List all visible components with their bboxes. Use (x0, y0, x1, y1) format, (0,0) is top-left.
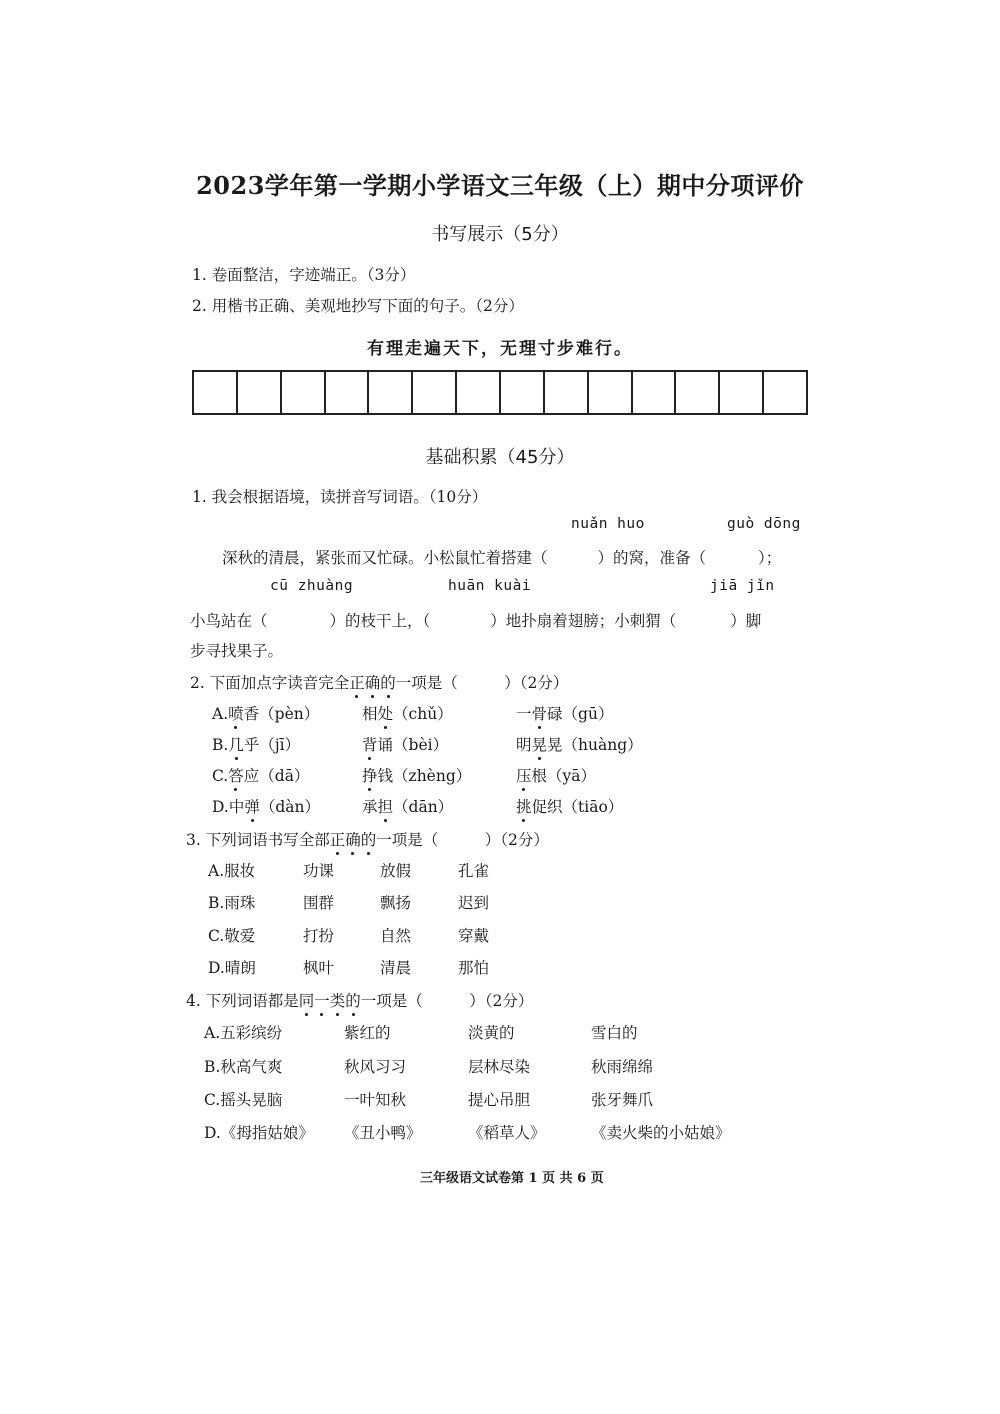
option-word-text: 提心吊胆 (468, 1091, 531, 1109)
q3-dotted-char: 的 (361, 828, 377, 850)
q3-prompt-pre: 3. 下列词语书写全部 (186, 831, 330, 849)
option-label[interactable]: A. (212, 705, 229, 723)
q3-option-word[interactable] (208, 956, 256, 978)
page-footer: 三年级语文试卷第 1 页 共 6 页 (420, 1171, 604, 1186)
grid-cell[interactable] (194, 372, 238, 413)
q3-option-word (458, 924, 489, 946)
q2-prompt (190, 671, 568, 693)
q1-prompt: 1. 我会根据语境，读拼音写词语。（10分） (192, 488, 488, 506)
q2-option-item (362, 733, 448, 755)
grid-cell[interactable] (457, 372, 501, 413)
copy-sentence: 有理走遍天下，无理寸步难行。 (367, 339, 633, 359)
option-word-text: 《卖火柴的小姑娘》 (591, 1124, 731, 1142)
q3-dotted-char: 正 (330, 828, 346, 850)
section-heading-basic: 基础积累（45分） (425, 447, 575, 468)
grid-cell[interactable] (238, 372, 282, 413)
q4-option-word (591, 1055, 653, 1077)
word-part: 应 (243, 767, 260, 785)
q4-option-word (344, 1021, 391, 1043)
word-part: 钱 (377, 767, 394, 785)
option-word-text: 迟到 (458, 894, 490, 912)
option-word-text: 敬爱 (224, 927, 256, 945)
q1-line-1 (222, 546, 781, 568)
option-word-text: 枫叶 (303, 959, 335, 977)
option-word-text: 摇头晃脑 (220, 1091, 283, 1109)
q3-option-word (380, 859, 411, 881)
option-word-text: 功课 (303, 862, 335, 880)
pinyin-huan-kuai: huān kuài (448, 578, 532, 594)
q4-option-word (468, 1088, 530, 1110)
word-part: 诵 (377, 736, 394, 754)
option-word-text: 飘扬 (380, 894, 412, 912)
q4-option-word (468, 1055, 530, 1077)
pinyin-guo-dong: guò dōng (727, 516, 801, 532)
option-word-text: 五彩缤纷 (220, 1024, 283, 1042)
grid-cell[interactable] (589, 372, 633, 413)
q3-option-word (458, 891, 489, 913)
q4-dotted-char: 同 (299, 989, 315, 1011)
option-label[interactable]: D. (212, 798, 229, 816)
pinyin-jia-jin: jiā jǐn (710, 578, 775, 594)
pinyin-reading: （chǔ） (393, 705, 453, 723)
pinyin-reading: （dān） (393, 798, 454, 816)
q3-prompt-post: 一项是（ ）（2分） (376, 831, 549, 849)
option-word-text: 秋雨绵绵 (591, 1058, 654, 1076)
q1-line-3: 步寻找果子。 (190, 642, 284, 660)
pinyin-reading: （yā） (547, 767, 597, 785)
q2-prompt-pre: 2. 下面加点字读音完全 (190, 674, 350, 692)
pinyin-reading: （tiāo） (562, 798, 624, 816)
q3-option-word (380, 891, 411, 913)
q3-option-word (380, 924, 411, 946)
word-part: 承 (362, 798, 378, 816)
writing-grid[interactable] (192, 370, 808, 415)
pinyin-reading: （dàn） (259, 798, 320, 816)
dotted-char: 骨 (532, 702, 548, 724)
q4-option-word[interactable] (204, 1088, 282, 1110)
word-part: 一 (516, 705, 532, 723)
q4-option-word (591, 1021, 638, 1043)
dotted-char: 喷 (228, 702, 244, 724)
word-part: 晃 (547, 736, 563, 754)
option-word-text: 紫红的 (344, 1024, 391, 1042)
option-label[interactable]: A. (208, 862, 225, 880)
q3-option-word[interactable] (208, 924, 255, 946)
option-word-text: 秋高气爽 (220, 1058, 283, 1076)
q3-option-word (458, 859, 489, 881)
q4-option-word (344, 1088, 406, 1110)
dotted-char: 几 (228, 733, 244, 755)
option-word-text: 层林尽染 (468, 1058, 531, 1076)
q4-prompt-pre: 4. 下列词语都是 (186, 992, 299, 1010)
option-label[interactable]: C. (204, 1091, 221, 1109)
grid-cell[interactable] (720, 372, 764, 413)
option-label[interactable]: D. (208, 959, 225, 977)
word-part: 碌 (547, 705, 563, 723)
q2-dotted-char: 的 (380, 671, 396, 693)
option-word-text: 淡黄的 (468, 1024, 515, 1042)
writing-item-2: 2. 用楷书正确、美观地抄写下面的句子。（2分） (192, 297, 524, 315)
q2-dotted-char: 确 (365, 671, 381, 693)
option-word-text: 穿戴 (458, 927, 490, 945)
q4-option-word (591, 1121, 731, 1143)
grid-cell[interactable] (369, 372, 413, 413)
option-word-text: 清晨 (380, 959, 412, 977)
q4-option-word (468, 1021, 515, 1043)
q4-option-word (468, 1121, 546, 1143)
q4-dotted-char: 的 (345, 989, 361, 1011)
q2-option-item (362, 764, 471, 786)
pinyin-reading: （bèi） (393, 736, 449, 754)
q4-option-word (591, 1088, 653, 1110)
q3-dotted-char: 确 (345, 828, 361, 850)
option-word-text: 秋风习习 (344, 1058, 407, 1076)
option-word-text: 自然 (380, 927, 412, 945)
exam-title: 2023学年第一学期小学语文三年级（上）期中分项评价 (196, 171, 804, 200)
option-word-text: 张牙舞爪 (591, 1091, 654, 1109)
grid-cell[interactable] (633, 372, 677, 413)
option-word-text: 服妆 (224, 862, 256, 880)
pinyin-reading: （pèn） (259, 705, 320, 723)
dotted-char: 弹 (244, 795, 260, 817)
word-part: 明 (516, 736, 532, 754)
q2-option-item (516, 702, 613, 724)
pinyin-reading: （zhèng） (393, 767, 472, 785)
q1-line2-text-b: ）的枝干上，（ (329, 612, 431, 630)
q1-line1-text-c: ）； (758, 549, 782, 567)
dotted-char: 处 (378, 702, 394, 724)
option-word-text: 《稻草人》 (468, 1124, 546, 1142)
grid-cell[interactable] (545, 372, 589, 413)
q1-line1-text-a: 深秋的清晨，紧张而又忙碌。小松鼠忙着搭建（ (222, 549, 548, 567)
dotted-char: 压 (516, 764, 532, 786)
q3-option-word[interactable] (208, 891, 255, 913)
pinyin-reading: （gū） (562, 705, 614, 723)
q3-option-word (458, 956, 489, 978)
word-part: 乎 (243, 736, 260, 754)
grid-cell[interactable] (326, 372, 370, 413)
q3-prompt (186, 828, 549, 850)
grid-cell[interactable] (282, 372, 326, 413)
option-word-text: 《丑小鸭》 (344, 1124, 422, 1142)
dotted-char: 挣 (362, 764, 378, 786)
option-word-text: 一叶知秋 (344, 1091, 407, 1109)
word-part: 香 (243, 705, 260, 723)
pinyin-reading: （huàng） (562, 736, 643, 754)
option-word-text: 孔雀 (458, 862, 490, 880)
pinyin-cu-zhuang: cū zhuàng (270, 578, 354, 594)
word-part: 根 (531, 767, 548, 785)
q4-prompt (186, 989, 533, 1011)
q2-option-item[interactable] (212, 764, 309, 786)
q2-option-item (516, 733, 643, 755)
q3-option-word (303, 891, 334, 913)
pinyin-reading: （jī） (259, 736, 301, 754)
option-word-text: 雨珠 (224, 894, 256, 912)
q3-option-word[interactable] (208, 859, 255, 881)
q2-option-item (362, 702, 453, 724)
dotted-char: 答 (228, 764, 244, 786)
q4-dotted-char: 类 (330, 989, 346, 1011)
q4-option-word[interactable] (204, 1021, 282, 1043)
q2-option-item (516, 795, 623, 817)
option-word-text: 打扮 (303, 927, 335, 945)
q4-dotted-char: 一 (314, 989, 330, 1011)
option-word-text: 晴朗 (224, 959, 256, 977)
q4-option-word (344, 1121, 422, 1143)
dotted-char: 背 (362, 733, 378, 755)
pinyin-reading: （dā） (259, 767, 310, 785)
option-word-text: 《拇指姑娘》 (220, 1124, 314, 1142)
q1-line1-text-b: ）的窝，准备（ (597, 549, 707, 567)
q2-option-item (362, 795, 453, 817)
q2-option-item (516, 764, 596, 786)
q4-prompt-post: 一项是（ ）（2分） (360, 992, 534, 1010)
pinyin-nuan-huo: nuǎn huo (571, 516, 645, 532)
q2-prompt-post: 一项是（ ）（2分） (395, 674, 569, 692)
grid-cell[interactable] (676, 372, 720, 413)
q4-option-word[interactable] (204, 1121, 314, 1143)
dotted-char: 担 (378, 795, 394, 817)
option-label[interactable]: C. (212, 767, 229, 785)
section-heading-writing: 书写展示（5分） (431, 224, 569, 245)
option-word-text: 雪白的 (591, 1024, 638, 1042)
q1-line-2 (190, 609, 761, 631)
q4-option-word[interactable] (204, 1055, 282, 1077)
q1-line2-text-d: ）脚 (730, 612, 762, 630)
q3-option-word (380, 956, 411, 978)
grid-cell[interactable] (764, 372, 806, 413)
option-label[interactable]: A. (204, 1024, 221, 1042)
q3-option-word (303, 956, 334, 978)
q2-option-item[interactable] (212, 795, 320, 817)
dotted-char: 挑 (516, 795, 532, 817)
option-label[interactable]: C. (208, 927, 225, 945)
q2-dotted-char: 正 (349, 671, 365, 693)
q3-option-word (303, 859, 334, 881)
word-part: 中 (228, 798, 245, 816)
option-word-text: 那怕 (458, 959, 490, 977)
option-word-text: 围群 (303, 894, 335, 912)
option-label[interactable]: B. (208, 894, 225, 912)
word-part: 促织 (531, 798, 563, 816)
option-word-text: 放假 (380, 862, 412, 880)
q4-option-word (344, 1055, 406, 1077)
grid-cell[interactable] (413, 372, 457, 413)
option-label[interactable]: B. (204, 1058, 221, 1076)
q1-line2-text-a: 小鸟站在（ (190, 612, 268, 630)
q3-option-word (303, 924, 334, 946)
dotted-char: 晃 (532, 733, 548, 755)
option-label[interactable]: D. (204, 1124, 221, 1142)
option-label[interactable]: B. (212, 736, 229, 754)
writing-item-1: 1. 卷面整洁，字迹端正。（3分） (192, 266, 416, 284)
q2-option-item[interactable] (212, 733, 300, 755)
q1-line2-text-c: ）地扑扇着翅膀；小刺猬（ (490, 612, 677, 630)
word-part: 相 (362, 705, 378, 723)
grid-cell[interactable] (501, 372, 545, 413)
q2-option-item[interactable] (212, 702, 319, 724)
